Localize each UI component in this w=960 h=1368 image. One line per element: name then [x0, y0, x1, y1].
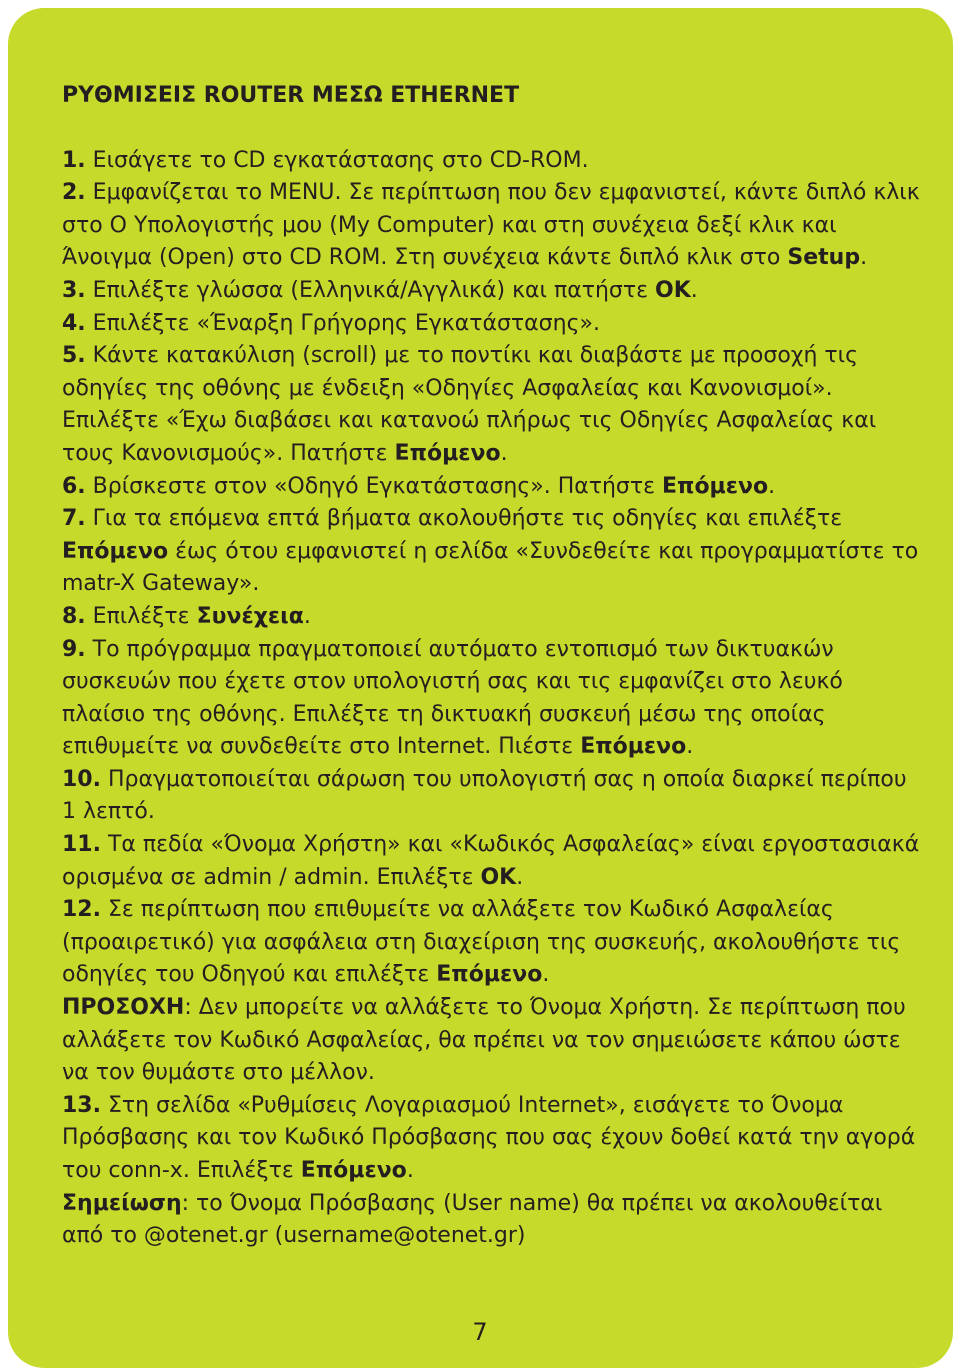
instruction-step [62, 275, 922, 308]
step-text: : το Όνομα Πρόσβασης (User name) θα πρέπει να ακολουθείται από το @otenet.gr (username@otenet.gr) [62, 1190, 883, 1249]
instruction-step [62, 634, 922, 764]
instruction-step [62, 601, 922, 634]
bold-text: 13. [62, 1092, 101, 1118]
bold-text: 11. [62, 832, 101, 858]
instruction-step [62, 764, 922, 829]
step-text: Εισάγετε το CD εγκατάστασης στο CD-ROM. [85, 147, 589, 173]
step-text: Βρίσκεστε στον «Οδηγό Εγκατάστασης». Πατήστε [85, 473, 663, 499]
step-text: Επιλέξτε «Έναρξη Γρήγορης Εγκατάστασης». [85, 310, 600, 336]
step-text: Το πρόγραμμα πραγματοποιεί αυτόματο εντοπισμό των δικτυακών συσκευών που έχετε στον υπολογιστή σας και τις εμφανίζει στο λευκό πλαίσιο της οθόνης. Επιλέξτε τη δικτυακή συσκευή μέσω της οποίας επιθυμείτε να συνδεθείτε στο Internet. Πιέστε [62, 636, 843, 760]
step-text: . [516, 864, 524, 890]
step-text: . [768, 473, 776, 499]
page-number: 7 [472, 1318, 488, 1346]
step-text: . [542, 962, 550, 988]
step-text: . [860, 245, 868, 271]
bold-text: OK [655, 277, 691, 303]
bold-text: Επόμενο [436, 962, 543, 988]
bold-text: 3. [62, 277, 86, 303]
instruction-step [62, 1090, 922, 1188]
step-text: Πραγματοποιείται σάρωση του υπολογιστή σας η οποία διαρκεί περίπου 1 λεπτό. [62, 766, 907, 825]
bold-text: 7. [62, 506, 86, 532]
step-text: . [690, 277, 698, 303]
bold-text: 8. [62, 603, 86, 629]
step-text: . [406, 1158, 414, 1183]
bold-text: Συνέχεια [196, 603, 304, 629]
step-text: Επιλέξτε γλώσσα (Ελληνικά/Αγγλικά) και πατήστε [85, 277, 655, 303]
bold-text: Setup [787, 245, 861, 271]
step-text: Τα πεδία «Όνομα Χρήστη» και «Κωδικός Ασφαλείας» είναι εργοστασιακά ορισμένα σε admin / admin. Επιλέξτε [62, 832, 920, 890]
step-text: : Δεν μπορείτε να αλλάξετε το Όνομα Χρήστη. Σε περίπτωση που αλλάξετε τον Κωδικό Ασφαλείας, θα πρέπει να τον σημειώσετε κάπου ώστε να τον θυμάστε στο μέλλον. [62, 995, 906, 1086]
instruction-step [62, 145, 922, 178]
step-text: Κάντε κατακύλιση (scroll) με το ποντίκι και διαβάστε με προσοχή τις οδηγίες της οθόνης με ένδειξη «Οδηγίες Ασφαλείας και Κανονισμοί». Επιλέξτε «Έχω διαβάσει και κατανοώ πλήρως τις Οδηγίες Ασφαλείας και τους Κανονισμούς». Πατήστε [62, 343, 877, 466]
bold-text: 9. [62, 636, 86, 662]
instruction-step [62, 1188, 922, 1253]
instruction-step [62, 992, 922, 1090]
bold-text: 6. [62, 473, 86, 499]
bold-text: Επόμενο [580, 734, 687, 760]
instruction-step [62, 177, 922, 275]
bold-text: ΠΡΟΣΟΧΗ [62, 995, 185, 1021]
step-text: Στη σελίδα «Ρυθμίσεις Λογαριασμού Internet», εισάγετε το Όνομα Πρόσβασης και τον Κωδικό Πρόσβασης που σας έχουν δοθεί κατά την αγορά του conn-x. Επιλέξτε [62, 1092, 916, 1183]
bold-text: Επόμενο [62, 538, 169, 564]
bold-text: Σημείωση [62, 1190, 182, 1216]
step-text: . [500, 440, 508, 466]
step-text: Σε περίπτωση που επιθυμείτε να αλλάξετε τον Κωδικό Ασφαλείας (προαιρετικό) για ασφάλεια στη διαχείριση της συσκευής, ακολουθήστε τις οδηγίες του Οδηγού και επιλέξτε [62, 897, 901, 988]
bold-text: 4. [62, 310, 86, 336]
step-text: έως ότου εμφανιστεί η σελίδα «Συνδεθείτε και προγραμματίστε το matr-X Gateway». [62, 538, 919, 597]
step-text: Για τα επόμενα επτά βήματα ακολουθήστε τις οδηγίες και επιλέξτε [85, 506, 843, 532]
instruction-step [62, 829, 922, 894]
step-text: . [686, 734, 694, 760]
bold-text: 10. [62, 766, 101, 792]
bold-text: Επόμενο [300, 1158, 407, 1183]
instruction-step [62, 503, 922, 601]
page-title: ΡΥΘΜΙΣΕΙΣ ROUTER ΜΕΣΩ ETHERNET [62, 83, 520, 108]
instruction-step [62, 894, 922, 992]
instruction-step [62, 471, 922, 504]
instruction-step [62, 308, 922, 341]
bold-text: Επόμενο [662, 473, 769, 499]
instruction-step [62, 340, 922, 470]
bold-text: 12. [62, 897, 101, 923]
bold-text: Επόμενο [394, 440, 501, 466]
bold-text: OK [480, 864, 517, 890]
step-text: Εμφανίζεται το MENU. Σε περίπτωση που δεν εμφανιστεί, κάντε διπλό κλικ στο Ο Υπολογιστής μου (My Computer) και στη συνέχεια δεξί κλικ και Άνοιγμα (Open) στο CD ROM. Στη συνέχεια κάντε διπλό κλικ στο [62, 180, 920, 271]
bold-text: 2. [62, 180, 86, 206]
instruction-list [62, 145, 922, 1253]
step-text: . [303, 603, 311, 629]
bold-text: 5. [62, 343, 86, 369]
bold-text: 1. [62, 147, 86, 173]
step-text: Επιλέξτε [85, 603, 197, 629]
document-body [62, 80, 922, 1253]
